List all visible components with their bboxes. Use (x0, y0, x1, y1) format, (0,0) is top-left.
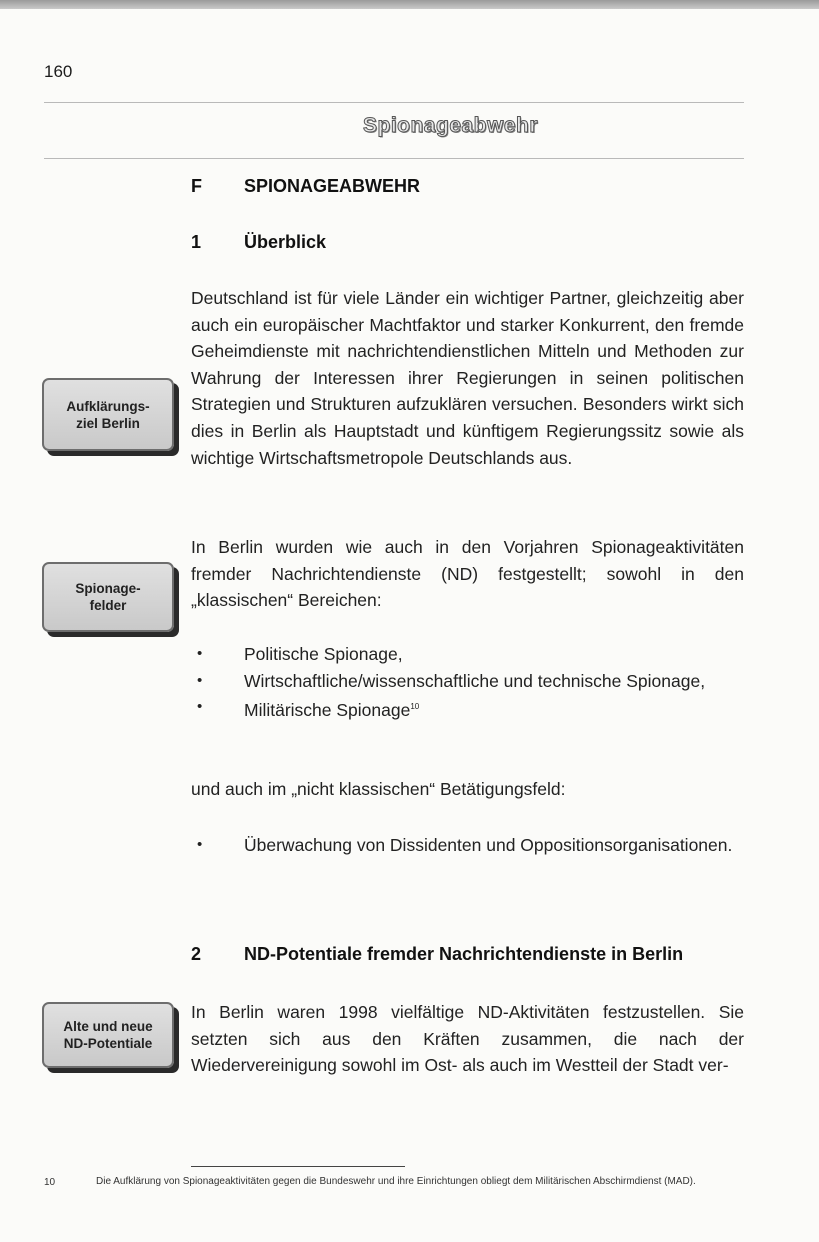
subsection-title: Überblick (244, 232, 327, 252)
paragraph-non-classic: und auch im „nicht klassischen“ Betätigungsfeld: (191, 779, 566, 799)
list-item (191, 668, 744, 695)
list-item (191, 832, 744, 859)
header-rule-top (44, 102, 744, 103)
paragraph-spionagefelder: In Berlin wurden wie auch in den Vorjahren Spionageaktivitäten fremder Nachrichtendienste (ND) festgestellt; sowohl in den „klassischen“ Bereichen: (191, 537, 744, 611)
paragraph-overview: Deutschland ist für viele Länder ein wichtiger Partner, gleichzeitig aber auch ein europäischer Machtfaktor und starker Konkurrent, den fremde Geheimdienste mit nachrichtendienstlichen Mitteln und Methoden zur Wahrung der Interessen ihrer Regierungen in seinen politischen Strategien und Strukturen aufzuklären versuchen. Besonders wirkt sich dies in Berlin als Hauptstadt und künftigem Regierungssitz sowie als wichtige Wirtschaftsmetropole Deutschlands aus. (191, 288, 744, 468)
page-number: 160 (44, 62, 73, 81)
margin-note-line: Aufklärungs- (66, 398, 150, 414)
paragraph-nd-potentiale: In Berlin waren 1998 vielfältige ND-Aktivitäten festzustellen. Sie setzten sich aus den Kräften zusammen, die nach der Wiedervereinigung sowohl im Ost- als auch im Westteil der Stadt ver- (191, 1002, 744, 1076)
header-rule-bottom (44, 158, 744, 159)
bullet-list-nonclassic (191, 832, 744, 859)
subsection-number: 1 (191, 232, 202, 252)
bullet-icon: • (197, 836, 203, 853)
bullet-list-classic (191, 641, 744, 724)
footnote-number: 10 (44, 1177, 56, 1188)
footnote-text: Die Aufklärung von Spionageaktivitäten gegen die Bundeswehr und ihre Einrichtungen obliegt dem Militärischen Abschirmdienst (MAD). (96, 1176, 696, 1187)
subsection-number: 2 (191, 944, 202, 964)
margin-note-nd-potentiale (42, 1002, 174, 1068)
footnote-reference: 10 (410, 702, 420, 712)
list-item (191, 641, 744, 668)
margin-note-line: Spionage- (75, 581, 141, 596)
list-item (191, 694, 744, 723)
margin-note-aufklaerungsziel (42, 378, 174, 451)
list-item-text: Politische Spionage, (244, 644, 403, 664)
margin-note-spionagefelder (42, 562, 174, 632)
section-title: SPIONAGEABWEHR (244, 176, 421, 196)
list-item-text: Militärische Spionage (244, 700, 411, 721)
list-item-text: Überwachung von Dissidenten und Oppositionsorganisationen. (244, 835, 733, 855)
list-item-text: Wirtschaftliche/wissenschaftliche und technische Spionage, (244, 670, 706, 691)
bullet-icon: • (197, 645, 203, 662)
running-head: Spionageabwehr (362, 114, 539, 137)
footnote-separator (191, 1166, 405, 1167)
scan-edge (0, 0, 819, 9)
subsection-title: ND-Potentiale fremder Nachrichtendienste in Berlin (244, 944, 684, 964)
margin-note-line: ND-Potentiale (63, 1036, 153, 1051)
section-letter: F (191, 176, 202, 196)
margin-note-line: ziel Berlin (76, 415, 140, 431)
margin-note-line: Alte und neue (63, 1019, 153, 1034)
bullet-icon: • (197, 671, 203, 689)
bullet-icon: • (197, 698, 203, 716)
margin-note-line: felder (89, 598, 127, 613)
